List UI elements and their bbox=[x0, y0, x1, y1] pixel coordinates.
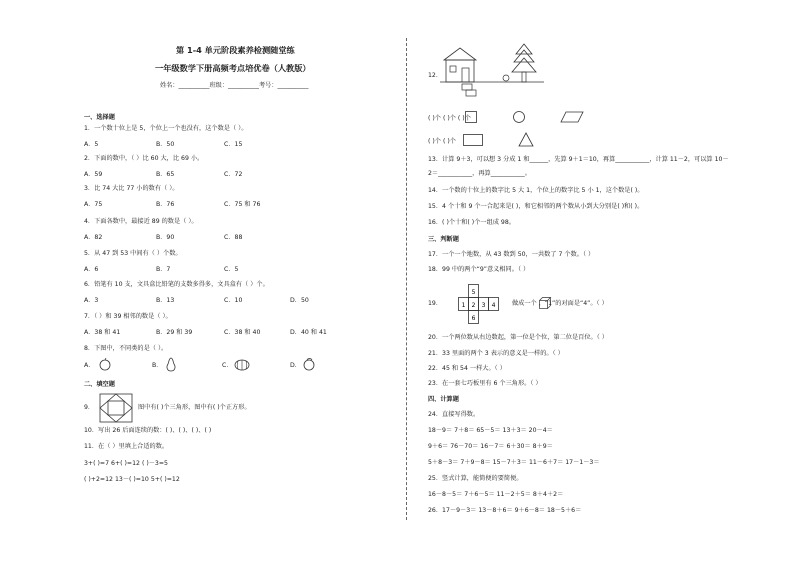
q17: 17．一个一个地数，从 43 数到 50，一共数了 7 个数。（ ） bbox=[428, 251, 595, 258]
q1: 1．一个数十位上是 5，个位上一个也没有，这个数是（ ）。 bbox=[84, 125, 248, 132]
q8: 8．下图中，不同类的是（ ）。 bbox=[84, 345, 168, 352]
q1-a: A．5 bbox=[84, 141, 99, 148]
calc-row-4: 16－8－5＝ 7＋6－5＝ 11－2＋5＝ 8＋4＋2＝ bbox=[428, 491, 564, 498]
q7-b: B．29 和 39 bbox=[156, 329, 193, 336]
calc-row-1: 18－9＝ 7＋8＝ 65－5＝ 13＋3＝ 20－4＝ bbox=[428, 427, 553, 434]
q3-a: A．75 bbox=[84, 201, 103, 208]
q1-c: C．15 bbox=[224, 141, 243, 148]
cube-icon bbox=[538, 296, 552, 310]
q18: 18．99 中的两个“9”意义相同。（ ） bbox=[428, 266, 530, 273]
net-cell-5: 5 bbox=[471, 289, 476, 296]
q20: 20．一个两位数从右边数起，第一位是个位，第二位是百位。（ ） bbox=[428, 334, 608, 341]
column-divider bbox=[406, 38, 407, 520]
q3-c: C．75 和 76 bbox=[224, 201, 261, 208]
q12-number: 12． bbox=[428, 72, 443, 79]
q11-row2: ( )+2=12 13－( )=10 5+( )=12 bbox=[84, 476, 180, 483]
q1-b: B．50 bbox=[156, 141, 175, 148]
q21: 21．33 里面的两个 3 表示的意义是一样的。（ ） bbox=[428, 350, 564, 357]
q13-cont: 2＝___________，再算___________。 bbox=[428, 170, 531, 177]
q4-b: B．90 bbox=[156, 234, 175, 241]
q7-a: A．38 和 41 bbox=[84, 329, 121, 336]
q6-b: B．13 bbox=[156, 297, 175, 304]
q9: 图中有( )个三角形，图中有( )个正方形。 bbox=[138, 404, 251, 411]
q4-c: C．88 bbox=[224, 234, 243, 241]
pear-icon bbox=[164, 356, 178, 372]
q19-number: 19． bbox=[428, 300, 443, 307]
q8-a: A． bbox=[84, 362, 95, 369]
q25: 25．竖式计算，能简便的要简便。 bbox=[428, 475, 523, 482]
q15: 15．4 个十和 9 个一合起来是( )，和它相邻的两个数从小到大分别是( )和( )。 bbox=[428, 203, 644, 210]
q2: 2．下面的数中，（ ）比 60 大，比 69 小。 bbox=[84, 155, 204, 162]
q16: 16．( )个十和( )个一组成 98。 bbox=[428, 219, 515, 226]
q6-d: D．50 bbox=[290, 297, 309, 304]
q6-a: A．3 bbox=[84, 297, 99, 304]
section-judge-title: 三、判断题 bbox=[428, 236, 459, 243]
cube-net bbox=[448, 284, 508, 326]
q26: 26．17－9－3＝ 13－8＋6＝ 9＋6－8＝ 18－5＋6＝ bbox=[428, 507, 582, 514]
q12-answers: ( )个 ( )个 ( )个 bbox=[428, 115, 471, 122]
student-info: 姓名：__________班级：__________考号：__________ bbox=[160, 82, 309, 89]
q6: 6．铅笔有 10 支，文具盒比铅笔的支数多得多，文具盒有（ ）个。 bbox=[84, 281, 269, 288]
q12-answers-2: ( )个 ( )个 bbox=[428, 138, 456, 145]
section-choice-title: 一、选择题 bbox=[84, 114, 115, 121]
section-fill-title: 二、填空题 bbox=[84, 381, 115, 388]
q2-b: B．65 bbox=[156, 171, 175, 178]
q13: 13．计算 9＋3，可以想 3 分成 1 和______，先算 9＋1＝10，再算___________，计算 11－2，可以算 10－ bbox=[428, 156, 729, 163]
q4: 4．下面各数中，最接近 89 的数是（ ）。 bbox=[84, 218, 198, 225]
q24: 24．直接写得数。 bbox=[428, 411, 480, 418]
net-cell-2: 2 bbox=[471, 302, 476, 309]
house-tree-figure bbox=[440, 40, 550, 104]
q11-row1: 3+( )=7 6+( )=12 ( )－3=5 bbox=[84, 460, 168, 467]
apple-icon bbox=[98, 357, 112, 371]
q9-number: 9． bbox=[84, 404, 95, 411]
q3-b: B．76 bbox=[156, 201, 175, 208]
calc-row-3: 5＋8－3＝ 7＋9－8＝ 15－7＋3＝ 11－6＋7＝ 17－1－3＝ bbox=[428, 459, 600, 466]
q3: 3．比 74 大比 77 小的数有（ ）。 bbox=[84, 185, 179, 192]
net-cell-4: 4 bbox=[491, 302, 496, 309]
title-1: 第 1-4 单元阶段素养检测随堂练 bbox=[176, 45, 295, 55]
title-2: 一年级数学下册高频考点培优卷（人教版） bbox=[155, 63, 311, 73]
peach-icon bbox=[302, 357, 316, 371]
q19: 做成一个 ，“1”的对面是“4”。（ ） bbox=[512, 300, 608, 307]
triangle-icon bbox=[518, 132, 534, 148]
circle-icon bbox=[512, 110, 526, 124]
q5-c: C．5 bbox=[224, 266, 239, 273]
calc-row-2: 9＋6＝ 76－70＝ 16－7＝ 6＋30＝ 8＋9＝ bbox=[428, 443, 553, 450]
q5: 5．从 47 到 53 中间有（ ）个数。 bbox=[84, 250, 182, 257]
q22: 22．45 和 54 一样大。（ ） bbox=[428, 365, 506, 372]
q7-c: C．38 和 40 bbox=[224, 329, 261, 336]
rectangle-icon bbox=[462, 133, 484, 147]
q23: 23．在一套七巧板里有 6 个三角形。（ ） bbox=[428, 380, 542, 387]
q10: 10．写出 26 后面连续的数：( )、( )、( )、( ) bbox=[84, 427, 212, 434]
q8-d: D． bbox=[290, 362, 301, 369]
net-cell-3: 3 bbox=[481, 302, 486, 309]
q2-c: C．72 bbox=[224, 171, 243, 178]
square-triangle-figure bbox=[98, 392, 134, 424]
q4-a: A．82 bbox=[84, 234, 103, 241]
q5-a: A．6 bbox=[84, 266, 99, 273]
pumpkin-icon bbox=[234, 357, 250, 371]
q11: 11．在（ ）里填上合适的数。 bbox=[84, 443, 169, 450]
net-cell-1: 1 bbox=[461, 302, 466, 309]
square-icon bbox=[464, 110, 478, 124]
q6-c: C．10 bbox=[224, 297, 243, 304]
net-cell-6: 6 bbox=[471, 315, 476, 322]
q7-d: D．40 和 41 bbox=[290, 329, 327, 336]
q5-b: B．7 bbox=[156, 266, 171, 273]
q2-a: A．59 bbox=[84, 171, 103, 178]
q14: 14．一个数的十位上的数字比 5 大 1，个位上的数字比 5 小 1，这个数是( )。 bbox=[428, 187, 644, 194]
parallelogram-icon bbox=[560, 111, 584, 123]
q8-b: B． bbox=[152, 362, 163, 369]
section-calc-title: 四、计算题 bbox=[428, 396, 459, 403]
q7: 7．（ ）和 39 相邻的数是（ ）。 bbox=[84, 313, 172, 320]
q8-c: C． bbox=[222, 362, 233, 369]
